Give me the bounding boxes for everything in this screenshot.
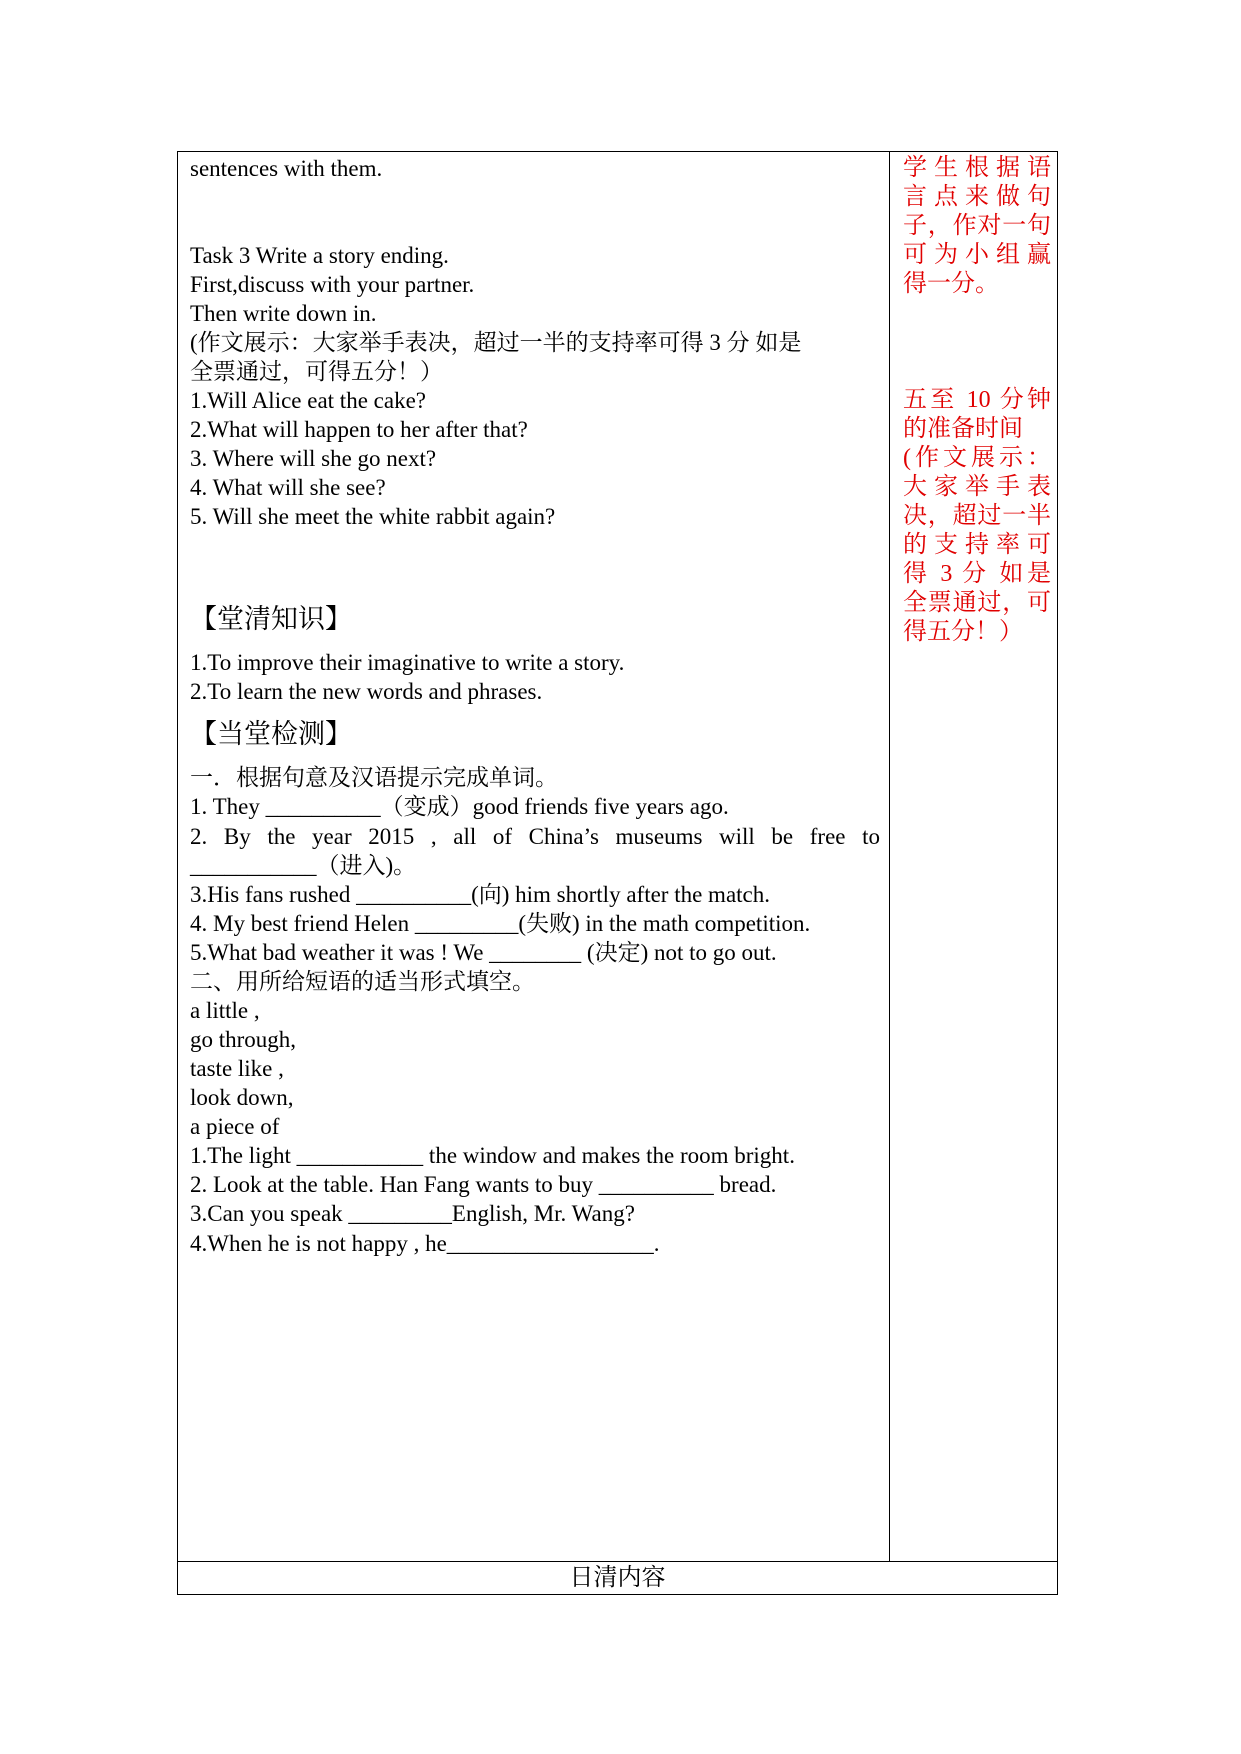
note-line: 的支持率可 [903,532,1051,558]
note-line: 得五分！） [903,619,1023,645]
phrase-item: a little , [190,998,260,1023]
exercise-item: 4.When he is not happy , he__________________. [190,1231,660,1256]
exercise-item: 4. My best friend Helen _________(失败) in the math competition. [190,911,811,936]
daily-review-label: 日清内容 [569,1565,666,1591]
phrase-item: a piece of [190,1114,280,1139]
phrase-item: taste like , [190,1056,284,1081]
exercise-item: ___________（进入)。 [190,853,417,878]
lesson-table [177,151,1058,1595]
task-title: Task 3 Write a story ending. [190,243,449,268]
scoring-note: (作文展示：大家举手表决，超过一半的支持率可得 3 分 如是 [190,330,802,355]
exercise-title: 二、用所给短语的适当形式填空。 [190,969,535,994]
exercise-item: 1. They __________（变成）good friends five years ago. [190,794,729,819]
instruction-line: Then write down in. [190,301,377,326]
note-line: 决，超过一半 [903,503,1051,529]
question-item: 1.Will Alice eat the cake? [190,388,426,413]
note-line: (作文展示： [903,445,1051,471]
question-item: 4. What will she see? [190,475,386,500]
question-item: 2.What will happen to her after that? [190,417,528,442]
exercise-item: 1.The light ___________ the window and makes the room bright. [190,1143,795,1168]
column-divider [889,152,890,1561]
exercise-item: 3.Can you speak _________English, Mr. Wang? [190,1201,635,1226]
exercise-item: 5.What bad weather it was ! We ________ (决定) not to go out. [190,940,777,965]
exercise-title: 一．根据句意及汉语提示完成单词。 [190,765,558,790]
question-item: 3. Where will she go next? [190,446,437,471]
scoring-note: 全票通过，可得五分！） [190,359,443,384]
note-line: 大家举手表 [903,474,1051,500]
note-line: 子，作对一句 [903,213,1051,239]
phrase-item: go through, [190,1027,297,1052]
note-line: 可为小组赢 [903,242,1051,268]
note-line: 得 3 分 如是 [903,561,1051,587]
exercise-item: 2. By the year 2015 , all of China’s museums will be free to [190,824,880,849]
exercise-item: 3.His fans rushed __________(向) him shortly after the match. [190,882,770,907]
exercise-item: 2. Look at the table. Han Fang wants to buy __________ bread. [190,1172,777,1197]
note-line: 学生根据语 [903,155,1051,181]
goal-item: 1.To improve their imaginative to write a story. [190,650,625,675]
goal-item: 2.To learn the new words and phrases. [190,679,543,704]
section-heading: 【当堂检测】 [190,719,352,749]
section-heading: 【堂清知识】 [190,604,352,634]
text-line: sentences with them. [190,156,383,181]
note-line: 全票通过，可 [903,590,1051,616]
note-line: 的准备时间 [903,416,1023,442]
note-line: 得一分。 [903,271,999,297]
note-line: 言点来做句 [903,184,1051,210]
phrase-item: look down, [190,1085,294,1110]
question-item: 5. Will she meet the white rabbit again? [190,504,556,529]
instruction-line: First,discuss with your partner. [190,272,475,297]
note-line: 五至 10 分钟 [903,387,1051,413]
